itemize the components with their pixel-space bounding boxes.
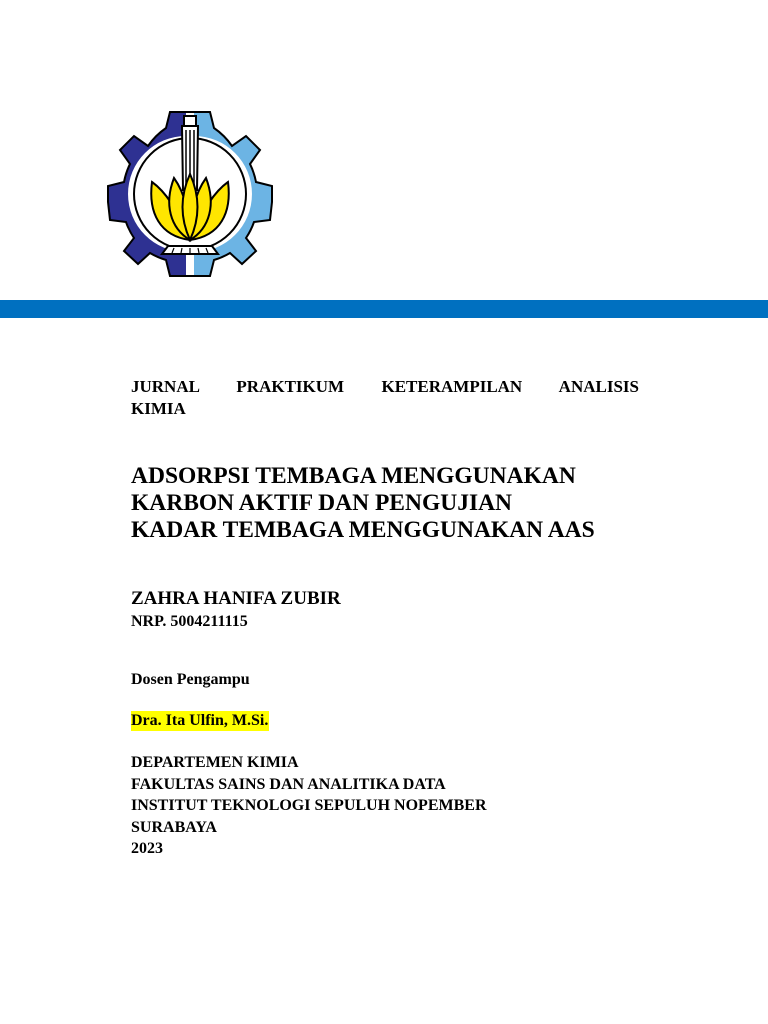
faculty: FAKULTAS SAINS DAN ANALITIKA DATA — [131, 775, 446, 793]
city: SURABAYA — [131, 818, 217, 836]
report-title-line3: KADAR TEMBAGA MENGGUNAKAN AAS — [131, 517, 595, 543]
supervisor-name — [131, 711, 639, 731]
its-logo-icon — [100, 108, 280, 280]
report-title-line1: ADSORPSI TEMBAGA MENGGUNAKAN — [131, 463, 576, 489]
journal-title-line2: KIMIA — [131, 399, 186, 418]
author-nrp: NRP. 5004211115 — [131, 613, 248, 630]
header-blue-band — [0, 300, 768, 318]
lotus-base — [162, 246, 218, 254]
cover-content — [131, 376, 639, 860]
journal-title-line1: JURNAL PRAKTIKUM KETERAMPILAN ANALISIS — [131, 377, 639, 396]
institution-block — [131, 752, 639, 860]
university: INSTITUT TEKNOLOGI SEPULUH NOPEMBER — [131, 797, 487, 814]
supervisor-label: Dosen Pengampu — [131, 671, 250, 688]
journal-title — [131, 376, 639, 420]
department: DEPARTEMEN KIMIA — [131, 754, 299, 771]
report-title-line2: KARBON AKTIF DAN PENGUJIAN — [131, 490, 513, 516]
supervisor-name-highlight: Dra. Ita Ulfin, M.Si. — [131, 712, 269, 729]
report-title — [131, 463, 639, 544]
year: 2023 — [131, 840, 163, 857]
author-name: ZAHRA HANIFA ZUBIR — [131, 588, 341, 609]
